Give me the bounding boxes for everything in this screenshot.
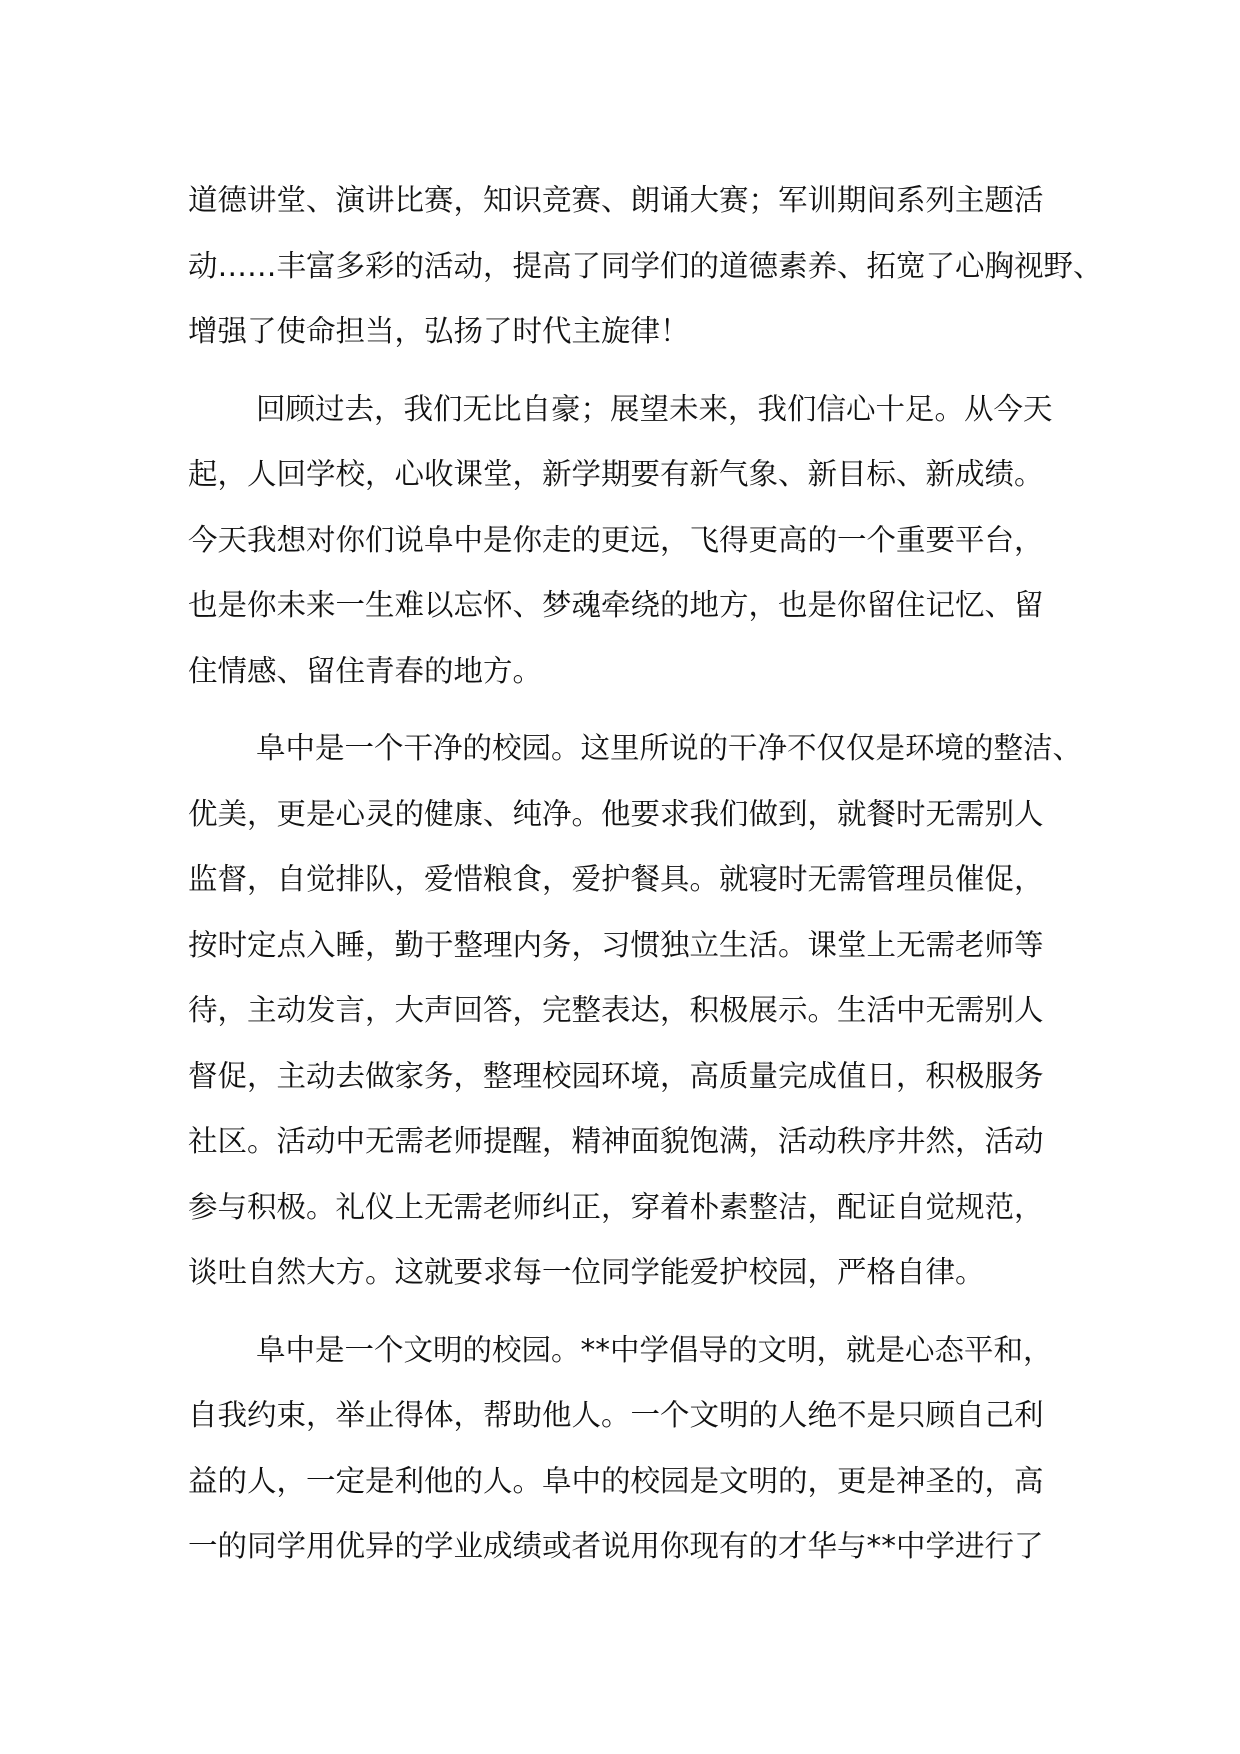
text-line: 参与积极。礼仪上无需老师纠正，穿着朴素整洁，配证自觉规范， — [188, 1189, 1044, 1224]
text-line: 阜中是一个干净的校园。这里所说的干净不仅仅是环境的整洁、 — [256, 731, 1083, 765]
text-line: 住情感、留住青春的地方。 — [188, 653, 543, 688]
text-line: 谈吐自然大方。这就要求每一位同学能爱护校园，严格自律。 — [188, 1255, 985, 1289]
text-line: 益的人，一定是利他的人。阜中的校园是文明的，更是神圣的，高 — [188, 1463, 1044, 1498]
text-line: 监督，自觉排队，爱惜粮食，爱护餐具。就寝时无需管理员催促， — [188, 862, 1044, 896]
text-line: 起，人回学校，心收课堂，新学期要有新气象、新目标、新成绩。 — [188, 457, 1044, 491]
paragraph-looking-forward — [188, 377, 1088, 705]
text-line: 优美，更是心灵的健康、纯净。他要求我们做到，就餐时无需别人 — [188, 796, 1044, 831]
text-line: 按时定点入睡，勤于整理内务，习惯独立生活。课堂上无需老师等 — [188, 927, 1044, 962]
text-line: 督促，主动去做家务，整理校园环境，高质量完成值日，积极服务 — [188, 1058, 1044, 1093]
paragraph-activities — [188, 168, 1103, 365]
text-line: 也是你未来一生难以忘怀、梦魂牵绕的地方，也是你留住记忆、留 — [188, 588, 1044, 622]
text-line: 增强了使命担当，弘扬了时代主旋律！ — [188, 314, 690, 348]
text-line: 自我约束，举止得体，帮助他人。一个文明的人绝不是只顾自己利 — [188, 1398, 1044, 1432]
text-line: 道德讲堂、演讲比赛，知识竞赛、朗诵大赛；军训期间系列主题活 — [188, 183, 1044, 217]
text-line: 今天我想对你们说阜中是你走的更远，飞得更高的一个重要平台， — [188, 522, 1044, 557]
text-line: 回顾过去，我们无比自豪；展望未来，我们信心十足。从今天 — [256, 391, 1053, 426]
text-line: 一的同学用优异的学业成绩或者说用你现有的才华与**中学进行了 — [188, 1529, 1044, 1563]
paragraph-clean-campus — [188, 716, 1088, 1306]
paragraph-civilized-campus — [188, 1318, 1088, 1580]
text-line: 待，主动发言，大声回答，完整表达，积极展示。生活中无需别人 — [188, 993, 1044, 1027]
text-line: 社区。活动中无需老师提醒，精神面貌饱满，活动秩序井然，活动 — [188, 1124, 1044, 1158]
document-body — [188, 168, 1103, 1592]
text-line: 阜中是一个文明的校园。**中学倡导的文明，就是心态平和， — [256, 1332, 1053, 1367]
text-line: 动……丰富多彩的活动，提高了同学们的道德素养、拓宽了心胸视野、 — [188, 248, 1103, 283]
